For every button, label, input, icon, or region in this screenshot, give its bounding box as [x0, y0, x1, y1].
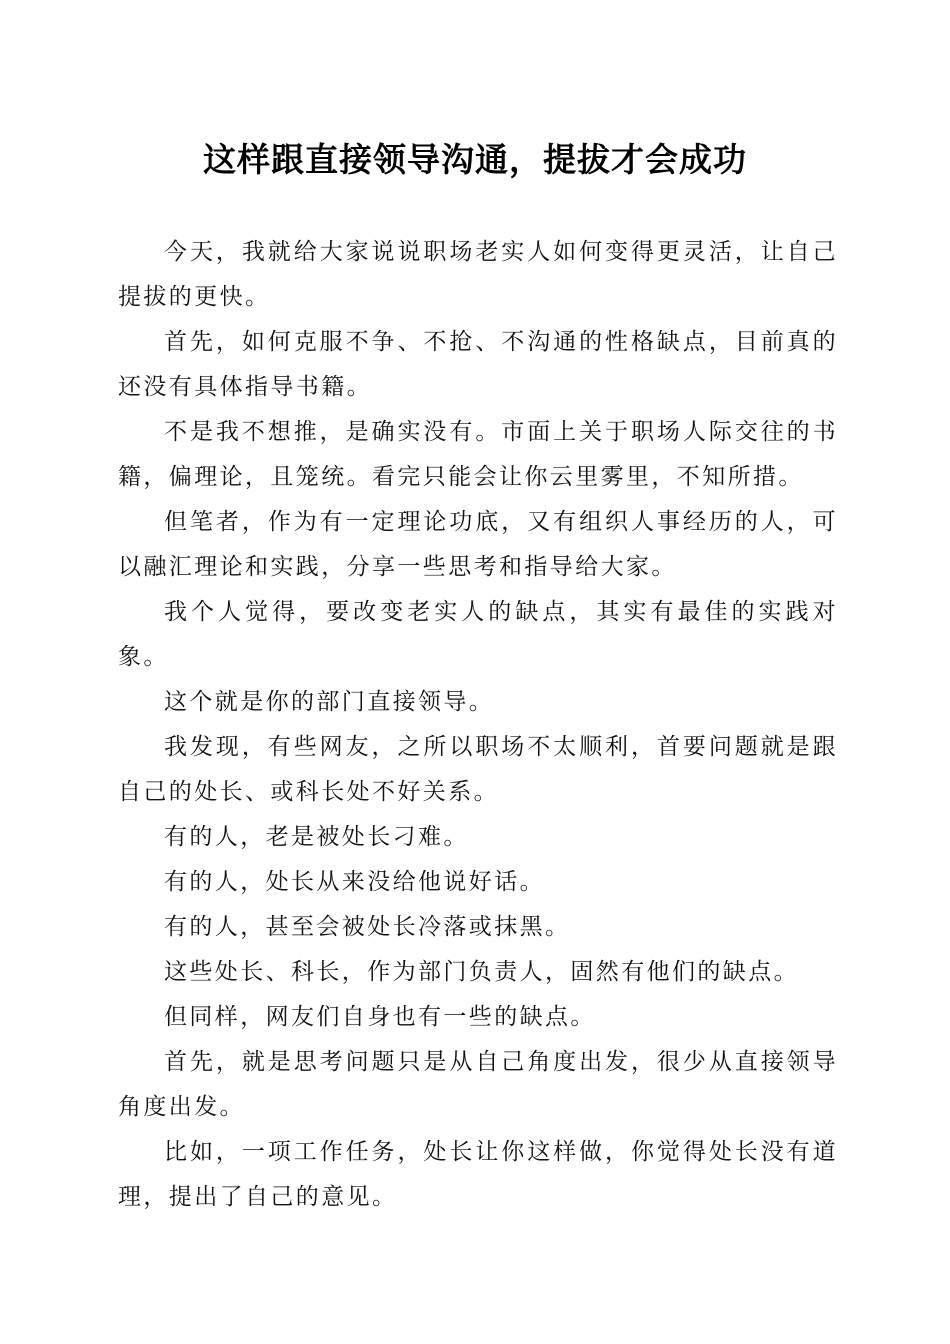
paragraph: 但笔者，作为有一定理论功底，又有组织人事经历的人，可以融汇理论和实践，分享一些思考和指导给大家。	[118, 509, 838, 580]
paragraph: 有的人，甚至会被处长冷落或抹黑。	[164, 914, 571, 940]
paragraph: 比如，一项工作任务，处长让你这样做，你觉得处长没有道理，提出了自己的意见。	[118, 1139, 838, 1210]
paragraph: 我个人觉得，要改变老实人的缺点，其实有最佳的实践对象。	[118, 599, 838, 670]
paragraph: 有的人，老是被处长刁难。	[164, 824, 469, 850]
paragraph: 这些处长、科长，作为部门负责人，固然有他们的缺点。	[164, 959, 799, 985]
document-body	[118, 230, 838, 1220]
paragraph: 但同样，网友们自身也有一些的缺点。	[164, 1004, 596, 1030]
paragraph: 首先，就是思考问题只是从自己角度出发，很少从直接领导角度出发。	[118, 1049, 838, 1120]
document-title: 这样跟直接领导沟通，提拔才会成功	[203, 140, 747, 179]
paragraph: 不是我不想推，是确实没有。市面上关于职场人际交往的书籍，偏理论，且笼统。看完只能会让你云里雾里，不知所措。	[118, 419, 838, 490]
paragraph: 今天，我就给大家说说职场老实人如何变得更灵活，让自己提拔的更快。	[118, 239, 838, 310]
paragraph: 这个就是你的部门直接领导。	[164, 689, 495, 715]
paragraph: 有的人，处长从来没给他说好话。	[164, 869, 545, 895]
paragraph: 我发现，有些网友，之所以职场不太顺利，首要问题就是跟自己的处长、或科长处不好关系。	[118, 734, 838, 805]
paragraph: 首先，如何克服不争、不抢、不沟通的性格缺点，目前真的还没有具体指导书籍。	[118, 329, 838, 400]
